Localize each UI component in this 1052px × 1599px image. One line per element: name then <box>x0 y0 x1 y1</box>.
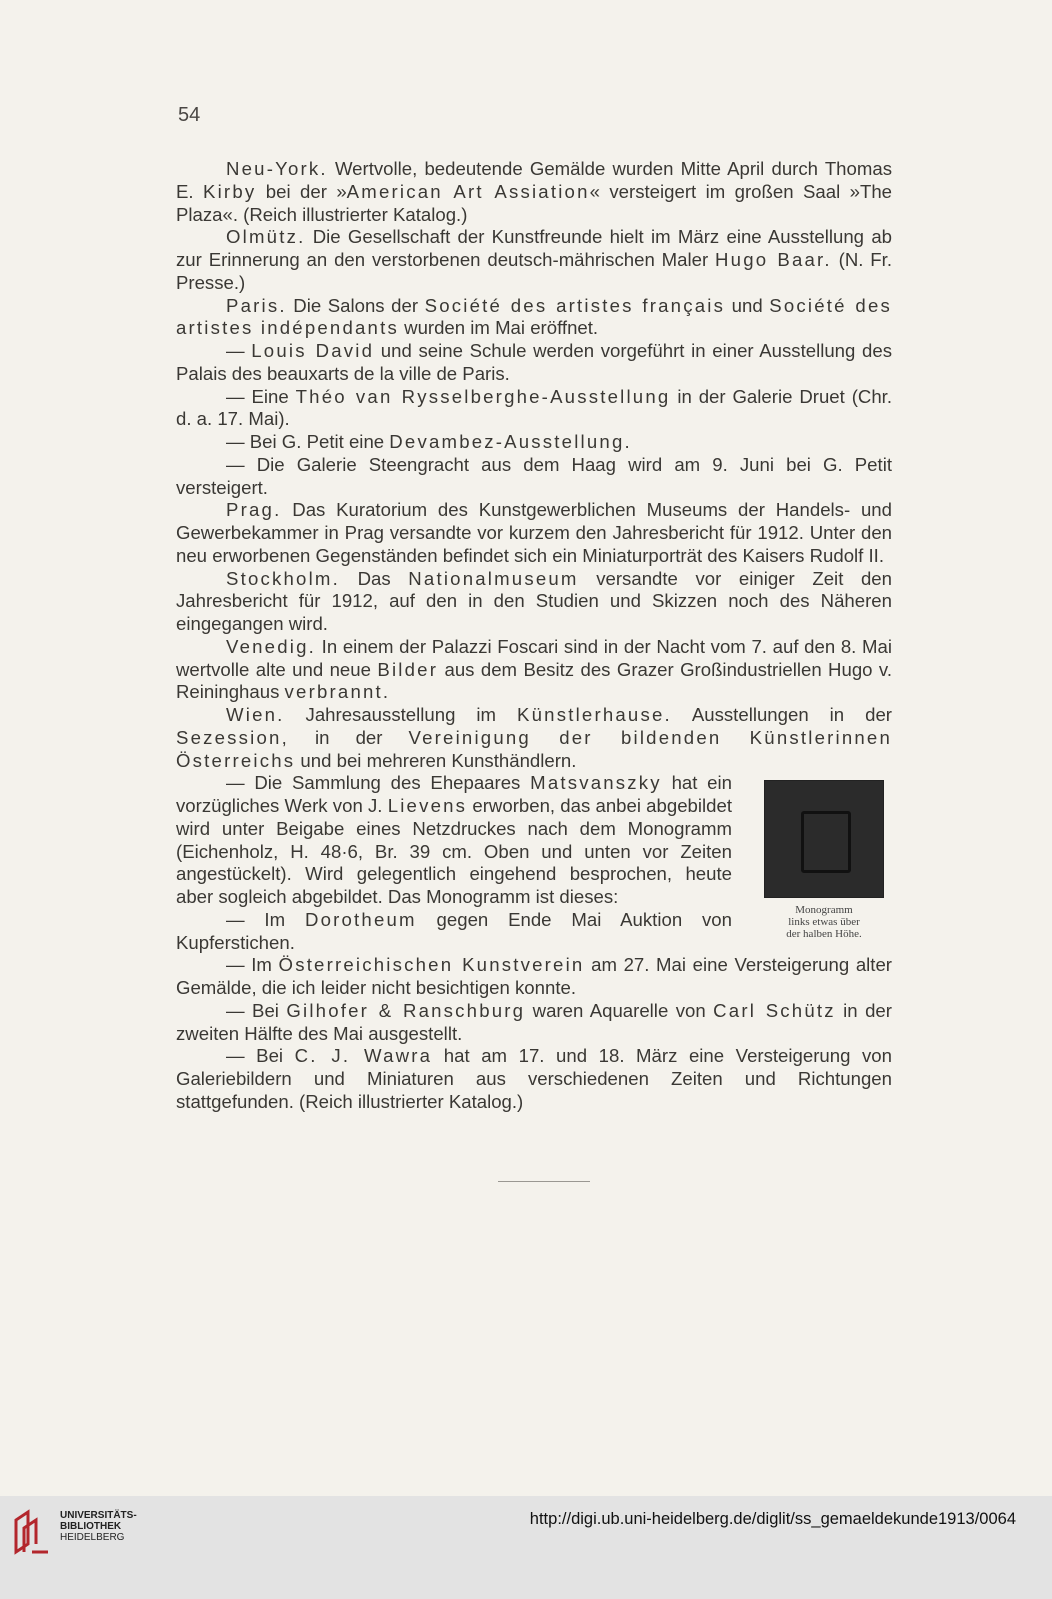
place-heading: Paris. <box>226 294 287 316</box>
library-logo-text <box>60 1510 137 1543</box>
paragraph-wien <box>176 704 892 772</box>
spaced-name: Hugo Baar. <box>715 249 832 270</box>
page-number: 54 <box>178 104 201 126</box>
text: und seine Schule werden vorgeführt in einer Ausstellung des Palais des beauxarts de la ville de Paris. <box>176 340 893 384</box>
text: Die Gesellschaft der Kunstfreunde hielt im März eine Ausstellung ab zur Erinnerung an den verstorbenen deutsch-mährischen Maler <box>176 226 892 270</box>
spaced-name: Vereinigung der bildenden Künstlerinnen Österreichs <box>176 726 892 771</box>
text: in der zweiten Hälfte des Mai ausgestellt. <box>176 999 892 1044</box>
section-divider <box>498 1181 590 1182</box>
text: Das <box>339 567 409 589</box>
paragraph-stockholm <box>176 568 892 636</box>
text: gegen Ende Mai Auktion von Kupferstichen. <box>176 908 732 953</box>
text: versandte vor einiger Zeit den Jahresbericht für 1912, auf den in den Studien und Skizzen noch des Näheren eingegangen wird. <box>176 567 892 634</box>
text: — Eine <box>226 385 296 407</box>
spaced-name: C. J. Wawra <box>294 1045 433 1067</box>
text: waren Aquarelle von <box>525 999 714 1021</box>
spaced-name: Société des artistes français <box>424 294 726 316</box>
caption-line: Monogramm <box>795 904 853 917</box>
paragraph-venedig <box>176 636 892 704</box>
text: hat am 17. und 18. März eine Versteigerung von Galeriebildern und Miniaturen aus verschiedenen Zeiten und Richtungen stattgefunden. (Reich illustrierter Katalog.) <box>176 1045 892 1112</box>
library-footer <box>0 1496 1052 1599</box>
text: Jahresausstellung im <box>284 704 518 725</box>
text: erworben, das anbei abgebildet wird unter Beigabe eines Netzdruckes nach dem Monogramm (Eichenholz, H. 48·6, Br. 39 cm. Oben und unten vor Zeiten angestückelt). Wird gelegentlich eingehend besprochen, heute aber sogleich abgebildet. Das Monogramm ist dieses: <box>176 795 733 907</box>
monogram-mark <box>801 811 851 873</box>
spaced-name: Devambez-Ausstellung. <box>389 431 632 452</box>
text: — Im <box>226 908 305 930</box>
spaced-name: Kirby <box>203 180 257 202</box>
place-heading: Stockholm. <box>226 567 340 589</box>
text: und bei mehreren Kunsthändlern. <box>295 749 577 771</box>
text: in der Galerie Druet (Chr. d. a. 17. Mai). <box>176 385 892 430</box>
text: bei der » <box>256 180 347 202</box>
place-heading: Prag. <box>226 499 282 521</box>
text: — <box>226 340 252 361</box>
place-heading: Neu-York. <box>226 158 328 179</box>
spaced-name: Société des artistes indépendants <box>176 294 892 339</box>
text: « versteigert im großen Saal »The Plaza«. (Reich illustrierter Katalog.) <box>176 180 892 225</box>
article-body <box>176 158 892 1114</box>
spaced-name: Nationalmuseum <box>408 567 579 589</box>
spaced-name: Sezession, <box>176 726 289 748</box>
place-heading: Wien. <box>226 704 285 725</box>
permalink-url[interactable]: http://digi.ub.uni-heidelberg.de/diglit/ss_gemaeldekunde1913/0064 <box>529 1510 1016 1528</box>
monogram-image <box>764 780 884 898</box>
text: hat ein vorzügliches Werk von J. <box>176 772 732 816</box>
text: und <box>725 294 770 316</box>
text: — Bei <box>226 999 287 1021</box>
paragraph-prag <box>176 499 892 567</box>
paragraph-olmuetz <box>176 226 892 294</box>
text: — Die Sammlung des Ehepaares <box>226 772 531 794</box>
spaced-name: Matsvanszky <box>530 772 662 794</box>
paragraph-wien-kunstverein <box>176 954 892 1000</box>
text: — Bei <box>226 1045 295 1067</box>
paragraph-paris-devambez <box>176 431 892 454</box>
spaced-name: Bilder <box>377 658 439 680</box>
paragraph-new-york <box>176 158 892 226</box>
figure-caption <box>756 904 892 940</box>
caption-line: links etwas über <box>788 916 860 929</box>
text: (N. Fr. Presse.) <box>176 249 892 293</box>
paragraph-paris-rysselberghe <box>176 386 892 432</box>
text: Das Kuratorium des Kunstgewerblichen Museums der Handels- und Gewerbekammer in Prag versandte vor kurzem den Jahresbericht für 1912. Unter den neu erworbenen Gegenständen befindet sich ein Miniaturporträt des Kaisers Rudolf II. <box>176 499 892 566</box>
spaced-name: Carl Schütz <box>713 999 836 1021</box>
spaced-name: Österreichischen Kunstverein <box>278 954 585 976</box>
text: Die Salons der <box>286 294 425 316</box>
text: — Im <box>226 954 279 976</box>
text: — Bei G. Petit eine <box>226 431 390 452</box>
spaced-name: Lievens <box>387 795 468 816</box>
spaced-name: Dorotheum <box>304 908 417 930</box>
logo-line: BIBLIOTHEK <box>60 1521 122 1532</box>
paragraph-paris <box>176 295 892 341</box>
place-heading: Olmütz. <box>226 226 306 248</box>
spaced-name: Louis David <box>251 340 375 361</box>
text: — Die Galerie Steengracht aus dem Haag wird am 9. Juni bei G. Petit versteigert. <box>176 453 892 498</box>
text: wurden im Mai eröffnet. <box>398 317 599 339</box>
text: Wertvolle, bedeutende Gemälde wurden Mitte April durch Thomas E. <box>176 158 892 202</box>
caption-line: der halben Höhe. <box>786 928 862 941</box>
library-logo-icon <box>12 1508 52 1556</box>
spaced-name: verbrannt. <box>284 681 391 703</box>
paragraph-wien-gilhofer <box>176 1000 892 1046</box>
spaced-name: Künstlerhause. <box>517 704 672 725</box>
paragraph-paris-david <box>176 340 892 386</box>
monogram-figure <box>756 780 892 940</box>
text: Ausstellungen in der <box>671 704 892 725</box>
spaced-name: Théo van Rysselberghe-Ausstellung <box>295 385 671 407</box>
logo-line: HEIDELBERG <box>60 1532 125 1543</box>
place-heading: Venedig. <box>226 635 316 657</box>
text: In einem der Palazzi Foscari sind in der Nacht vom 7. auf den 8. Mai wertvolle alte und neue <box>176 635 892 680</box>
logo-line: UNIVERSITÄTS- <box>60 1510 137 1521</box>
text: am 27. Mai eine Versteigerung alter Gemälde, die ich leider nicht besichtigen konnte. <box>176 954 892 998</box>
paragraph-wien-wawra <box>176 1045 892 1113</box>
text: in der <box>288 726 409 748</box>
paragraph-paris-steengracht <box>176 454 892 500</box>
spaced-name: Gilhofer & Ranschburg <box>286 999 526 1021</box>
text: aus dem Besitz des Grazer Großindustriellen Hugo v. Reininghaus <box>176 658 892 703</box>
spaced-name: American Art Assiation <box>346 180 590 202</box>
